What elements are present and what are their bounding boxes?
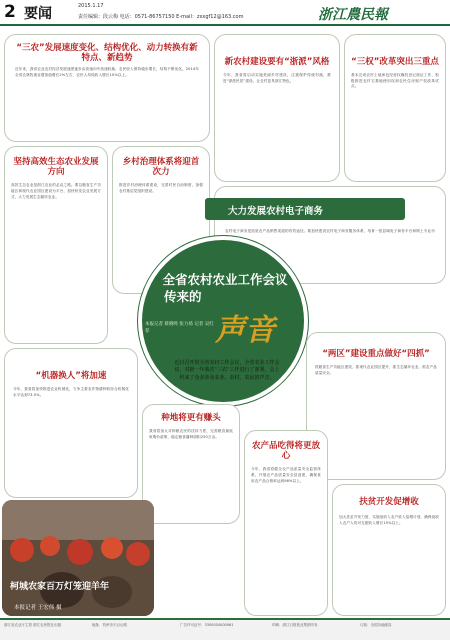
box-high-eff — [4, 146, 108, 344]
box-text: 加大扶贫开发力度，实施低收入农户收入倍增计划，确保低收入农户人均可支配收入增长15%以上。 — [339, 515, 439, 525]
box-text: 推进乡村治理体系建设，完善村民自治制度，加强农村基层党组织建设。 — [119, 183, 203, 193]
footer-col: 地址：杭州市天目山路 — [92, 623, 127, 627]
box-title: “三农”发展速度变化、结构优化、动力转换有新特点、新趋势 — [16, 43, 198, 64]
box-title: “机器换人”将加速 — [35, 371, 107, 381]
lantern-photo — [2, 500, 154, 616]
box-sanquan — [344, 34, 446, 182]
photo-caption: 柯城农家百万灯笼迎羊年 — [10, 582, 110, 592]
photo-credit: 本报记者 王宏伟 摄 — [14, 605, 62, 611]
feature-title-line2: 传来的 — [164, 288, 202, 304]
page-number: 2 — [4, 2, 16, 22]
lantern-photo-image — [2, 500, 154, 616]
footer-col: 印刷：浙江日报报业集团印务 — [272, 623, 318, 627]
issue-date: 2015.1.17 — [78, 3, 104, 9]
footer-col: 广告许可证号：3300004000061 — [180, 623, 234, 627]
box-text: 农村电子商务是拓宽农产品销售渠道的有效途径。要加快建设农村电子商务服务体系，培育一批县域电子商务平台和网上专业市 — [225, 229, 435, 233]
box-title: 新农村建设要有“浙派”风格 — [224, 57, 330, 67]
box-title: “两区”建设重点做好“四抓” — [322, 349, 430, 359]
box-text: 今年，我省将加快推进农业机械化，力争主要农作物耕种收综合机械化水平达到73.5%。 — [13, 387, 129, 397]
box-planting — [142, 404, 240, 524]
masthead-logo: 浙江農民報 — [318, 7, 388, 23]
box-text: 今年，我省将健全农产品质量安全监管体系，开展农产品质量安全县创建，确保食用农产品合格率达到98%以上。 — [251, 467, 321, 483]
footer-col: 浙江省农业厅主管 浙江农民报社出版 — [4, 623, 62, 627]
box-text: 基本完成农村土地承包经营权确权登记颁证工作，积极推进农村宅基地使用权和农民住房财产权改革试点。 — [351, 73, 439, 89]
box-sanxiang — [4, 34, 210, 142]
editor-meta: 责任编辑：段云梅 电话：0571-86757150 E-mail：zxxgf12@163.com — [78, 14, 244, 20]
box-poverty — [332, 484, 446, 616]
footer-col: 订阅：全国各地邮局 — [360, 623, 392, 627]
box-title: 农产品吃得将更放心 — [251, 441, 320, 462]
box-text: 近年来，我省农业农村经济发展速度逐步由高速向中高速转换，农民收入保持稳步增长，结构不断优化。2014年全省农林牧渔业增加值增长2%左右，农民人均纯收入增长10%以上。 — [15, 67, 199, 77]
box-new-village — [214, 34, 340, 182]
ecommerce-title: 大力发展农村电子商务 — [228, 206, 324, 217]
box-title: 乡村治理体系将迎首次力 — [122, 157, 200, 178]
box-food — [244, 430, 328, 616]
feature-title-line1: 全省农村农业工作会议 — [162, 272, 288, 287]
box-text: 我省将加大对种粮农民的扶持力度，完善粮食最低收购价政策，稳定粮食播种面积250万亩。 — [149, 429, 233, 439]
feature-voice-calligraphy: 声音 — [215, 313, 275, 348]
box-title: 扶贫开发促增收 — [359, 497, 419, 507]
box-text: 高效生态农业是浙江农业的必由之路。要以粮食生产功能区和现代农业园区建设为平台，加快转变农业发展方式，大力发展生态循环农业。 — [11, 183, 101, 199]
page-footer — [0, 618, 450, 640]
box-machine — [4, 348, 138, 498]
feature-authors: 本报记者 蔡晓鸣 张力扬 记者 吴红荐 — [145, 322, 214, 334]
feature-lead: 近日召开的全省农村工作会议，全省农业工作会议，对新一年我省“三农”工作进行了部署。会上传来了众多涉及农业、农村、农民的声音。 — [174, 360, 280, 381]
section-title: 要闻 — [24, 6, 52, 22]
box-text: 今年，我省将启动实施美丽乡村建设，注重保护传统村落，推进“浙派民居”建设，让农村更具浙江特色。 — [223, 73, 331, 83]
box-title: 种地将更有赚头 — [161, 413, 221, 423]
box-text: 抓粮食生产功能区建设，抓现代农业园区提升，抓生态循环农业，抓农产品质量安全。 — [315, 365, 437, 375]
box-title: 坚持高效生态农业发展方向 — [13, 157, 99, 178]
box-title: “三权”改革突出三重点 — [351, 57, 439, 67]
feature-title — [150, 272, 300, 306]
